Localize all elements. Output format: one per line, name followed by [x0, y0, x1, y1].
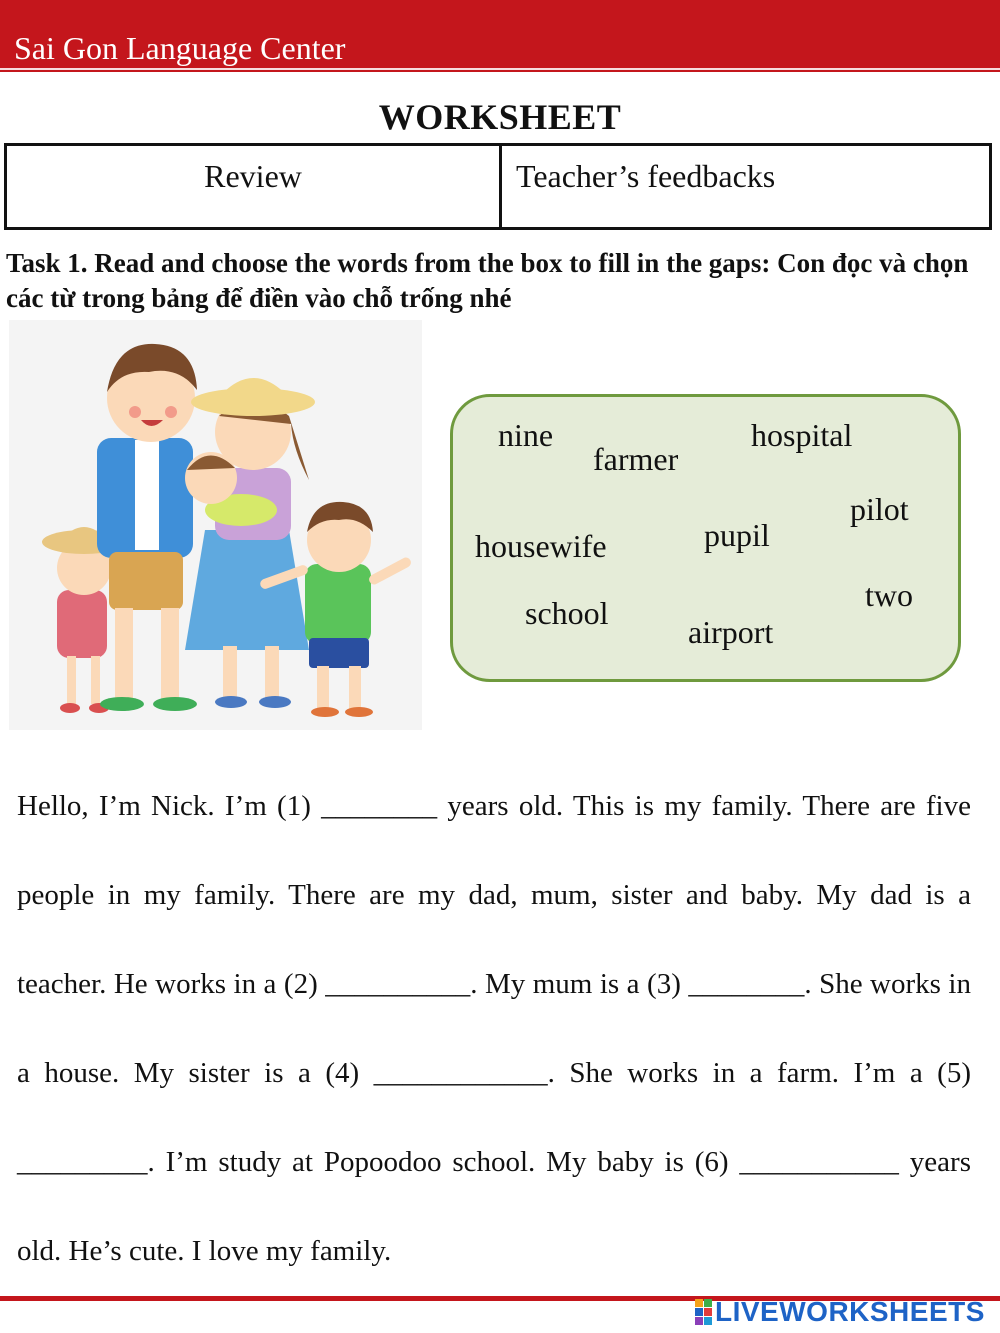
logo-icon — [695, 1299, 711, 1325]
mum-figure — [185, 378, 315, 708]
word-farmer: farmer — [593, 441, 679, 477]
task-title: Task 1. Read and choose the words from the box to fill in the gaps: Con đọc và chọn các từ trong bảng để điền vào chỗ trống nhé — [6, 248, 969, 313]
word-housewife: housewife — [475, 528, 607, 564]
family-drawing — [9, 320, 422, 730]
review-cell: Review — [7, 146, 502, 227]
liveworksheets-logo — [695, 1296, 985, 1328]
word-box — [450, 394, 961, 682]
word-two: two — [865, 577, 913, 613]
word-hospital: hospital — [751, 417, 853, 453]
header-bar — [0, 0, 1000, 72]
word-pupil: pupil — [704, 517, 770, 553]
page-title: WORKSHEET — [378, 97, 622, 137]
family-illustration — [9, 320, 422, 730]
word-nine: nine — [498, 417, 554, 453]
info-table — [4, 143, 992, 230]
header-divider — [0, 68, 1000, 70]
reading-passage: Hello, I’m Nick. I’m (1) ________ years old. This is my family. There are five people in my family. There are my dad, mum, sister and baby. My dad is a teacher. He works in a (2) __________. My mum is a (3) ________. She works in a house. My sister is a (4) ____________. She works in a farm. I’m a (5) _________. I’m study at Popoodoo school. My baby is (6) ___________ years old. He’s cute. I love my family. — [17, 790, 971, 1267]
logo-text: LIVEWORKSHEETS — [715, 1296, 985, 1327]
word-airport: airport — [688, 614, 774, 650]
word-school: school — [525, 595, 609, 631]
org-name: Sai Gon Language Center — [14, 30, 346, 66]
word-pilot: pilot — [850, 491, 909, 527]
feedback-cell: Teacher’s feedbacks — [516, 158, 776, 194]
dad-figure — [97, 344, 197, 711]
